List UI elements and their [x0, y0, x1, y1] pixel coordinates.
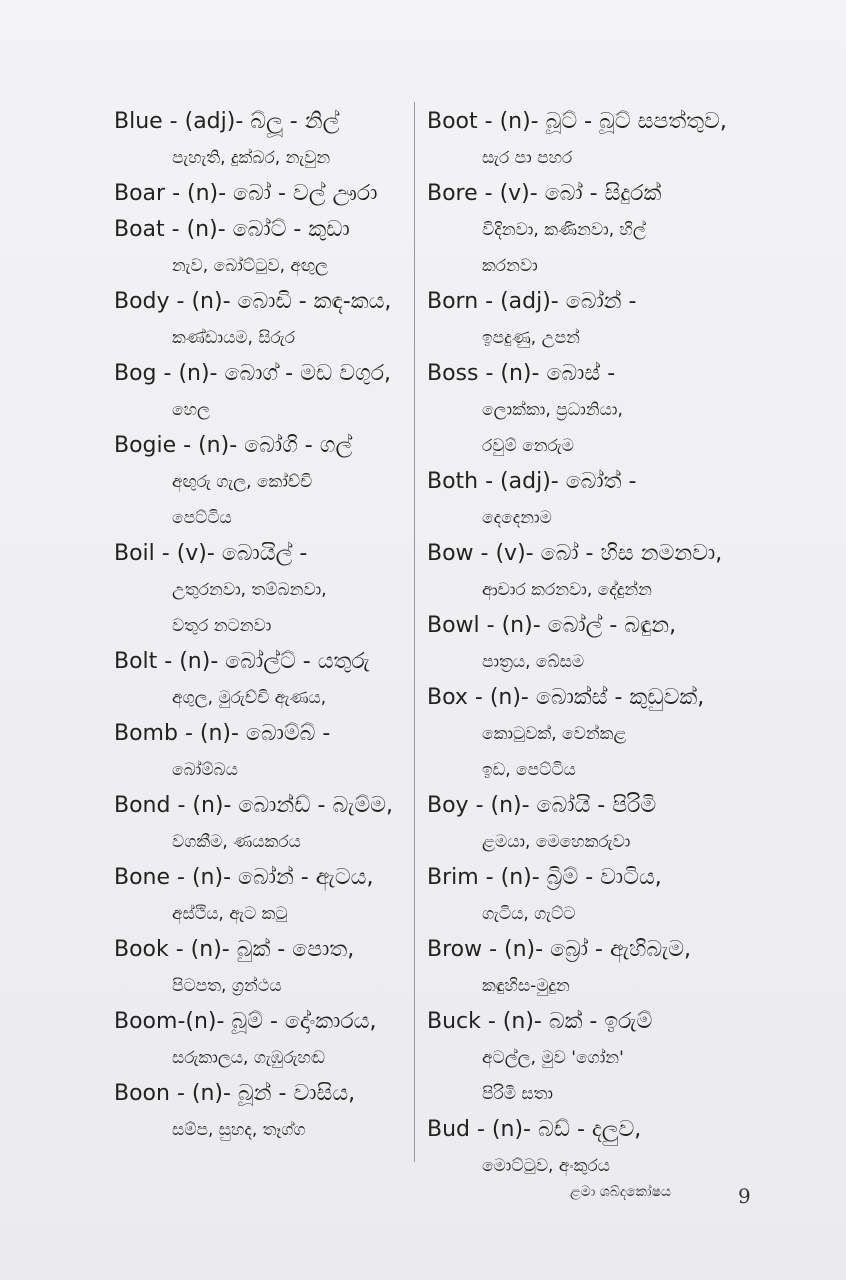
entry-definition-line: ඉඩ, පෙට්ටිය — [482, 760, 576, 780]
entry-definition-line: සැර පා පහර — [482, 148, 573, 168]
entry-definition-line: වතුර නටනවා — [172, 616, 272, 636]
entry-definition-line: කඳුහිස-මුදුන — [482, 976, 570, 996]
dictionary-entry — [114, 860, 410, 932]
dictionary-entry — [114, 716, 410, 788]
dictionary-entry — [427, 284, 727, 356]
entry-headword-line: Body - (n)- බොඩි - කඳ-කය, — [114, 289, 392, 314]
entry-headword-line: Boy - (n)- බෝයි - පිරිමි — [427, 793, 657, 818]
entry-headword-line: Bow - (v)- බෝ - හිස නමනවා, — [427, 541, 723, 566]
entry-definition-line: කරනවා — [482, 256, 538, 276]
dictionary-entry — [427, 788, 727, 860]
entry-definition-line: පැහැති, දුක්බර, නැවුන — [172, 148, 331, 168]
entry-headword-line: Bore - (v)- බෝ - සිදුරක් — [427, 181, 662, 206]
entry-headword-line: Boom-(n)- බූම් - දෝංකාරය, — [114, 1009, 377, 1034]
entry-headword-line: Bomb - (n)- බොම්බ් - — [114, 721, 331, 746]
dictionary-entry — [114, 1076, 410, 1148]
entry-headword-line: Brim - (n)- බ්‍රිම් - වාටිය, — [427, 865, 662, 890]
dictionary-entry — [427, 464, 727, 536]
entry-definition-line: අඟුරු ගැල, කෝච්චි — [172, 472, 313, 492]
entry-headword-line: Blue - (adj)- බ්ලූ - නිල් — [114, 109, 340, 134]
dictionary-entry — [427, 932, 727, 1004]
entry-headword-line: Brow - (n)- බ්‍රෝ - ඇහිබැම, — [427, 937, 692, 962]
entry-headword-line: Boil - (v)- බොයිල් - — [114, 541, 308, 566]
entry-definition-line: ගැටිය, ගැට්ට — [482, 904, 576, 924]
entry-definition-line: නැව, බෝට්ටුව, අඟුල — [172, 256, 328, 276]
dictionary-entry — [114, 644, 410, 716]
entry-headword-line: Boon - (n)- බූන් - වාසිය, — [114, 1081, 356, 1106]
dictionary-entry — [114, 284, 410, 356]
column-divider — [414, 102, 415, 1162]
entry-headword-line: Buck - (n)- බක් - ඉරුම් — [427, 1009, 653, 1034]
dictionary-entry — [114, 428, 410, 536]
page-number: 9 — [738, 1184, 751, 1208]
entry-definition-line: අගුල, මුරුච්චි ඇණය, — [172, 688, 327, 708]
entry-definition-line: ලොක්කා, ප්‍රධානියා, — [482, 400, 623, 420]
entry-definition-line: සම්ප, සුහද, තෑග්ග — [172, 1120, 306, 1140]
entry-headword-line: Bogie - (n)- බෝගි - ගල් — [114, 433, 353, 458]
entry-headword-line: Boar - (n)- බෝ - වල් ඌරා — [114, 181, 378, 206]
dictionary-entry — [114, 536, 410, 644]
entry-definition-line: උතුරනවා, තම්බනවා, — [172, 580, 327, 600]
dictionary-entry — [114, 356, 410, 428]
entry-definition-line: හෙල — [172, 400, 210, 420]
entry-definition-line: වගකීම, ණයකරය — [172, 832, 301, 852]
dictionary-entry — [427, 1112, 727, 1184]
dictionary-entry — [114, 212, 410, 284]
entry-headword-line: Bowl - (n)- බෝල් - බඳුන, — [427, 613, 677, 638]
entry-headword-line: Boss - (n)- බොස් - — [427, 361, 616, 386]
dictionary-entry — [427, 104, 727, 176]
entry-definition-line: සරුකාලය, ගැඹුරුහඬ — [172, 1048, 326, 1068]
dictionary-entry — [427, 680, 727, 788]
dictionary-entry — [427, 608, 727, 680]
entry-definition-line: අටල්ල, මුව 'ගෝන' — [482, 1048, 624, 1068]
dictionary-entry — [114, 932, 410, 1004]
entry-headword-line: Both - (adj)- බෝත් - — [427, 469, 637, 494]
dictionary-entry — [427, 1004, 727, 1112]
entry-definition-line: විදිනවා, කණිනවා, හිල් — [482, 220, 646, 240]
entry-definition-line: මොට්ටුව, අංකුරය — [482, 1156, 610, 1176]
entry-headword-line: Born - (adj)- බෝන් - — [427, 289, 637, 314]
entry-definition-line: පිරිමි සතා — [482, 1084, 554, 1104]
entry-headword-line: Bolt - (n)- බෝල්ට් - යතුරු — [114, 649, 370, 674]
dictionary-entry — [114, 104, 410, 176]
entry-definition-line: පෙට්ටිය — [172, 508, 232, 528]
entry-headword-line: Box - (n)- බොක්ස් - කුඩුවක්, — [427, 685, 705, 710]
left-column — [114, 104, 410, 1148]
entry-definition-line: ආචාර කරනවා, දේදුන්න — [482, 580, 652, 600]
entry-headword-line: Bog - (n)- බොග් - මඩ වගුර, — [114, 361, 392, 386]
entry-definition-line: රවුම් නෙරුම — [482, 436, 574, 456]
entry-headword-line: Book - (n)- බුක් - පොත, — [114, 937, 355, 962]
dictionary-entry — [427, 356, 727, 464]
entry-definition-line: පිටපත, ග්‍රන්ථය — [172, 976, 282, 996]
entry-definition-line: බෝම්බය — [172, 760, 238, 780]
dictionary-entry — [427, 860, 727, 932]
entry-definition-line: කණ්ඩායම, සිරුර — [172, 328, 296, 348]
entry-headword-line: Boat - (n)- බෝට් - කුඩා — [114, 217, 350, 242]
dictionary-entry — [114, 1004, 410, 1076]
entry-definition-line: කොටුවක්, වෙන්කළ — [482, 724, 627, 744]
entry-headword-line: Bud - (n)- බඩ් - දලුව, — [427, 1117, 642, 1142]
dictionary-entry — [427, 536, 727, 608]
entry-definition-line: ළමයා, මෙහෙකරුවා — [482, 832, 631, 852]
entry-definition-line: ඉපදුණු, උපන් — [482, 328, 580, 348]
footer-book-title: ළමා ශබ්දකෝෂය — [570, 1184, 672, 1200]
dictionary-entry — [427, 176, 727, 284]
entry-definition-line: පාත්‍රය, බේසම — [482, 652, 585, 672]
entry-headword-line: Bond - (n)- බොන්ඩ් - බැම්ම, — [114, 793, 393, 818]
entry-headword-line: Bone - (n)- බෝන් - ඇටය, — [114, 865, 374, 890]
entry-definition-line: අස්ථිය, ඇට කටු — [172, 904, 288, 924]
entry-definition-line: දෙදෙනාම — [482, 508, 552, 528]
dictionary-entry — [114, 176, 410, 212]
right-column — [427, 104, 727, 1184]
entry-headword-line: Boot - (n)- බූට් - බූට් සපත්තුව, — [427, 109, 727, 134]
dictionary-entry — [114, 788, 410, 860]
